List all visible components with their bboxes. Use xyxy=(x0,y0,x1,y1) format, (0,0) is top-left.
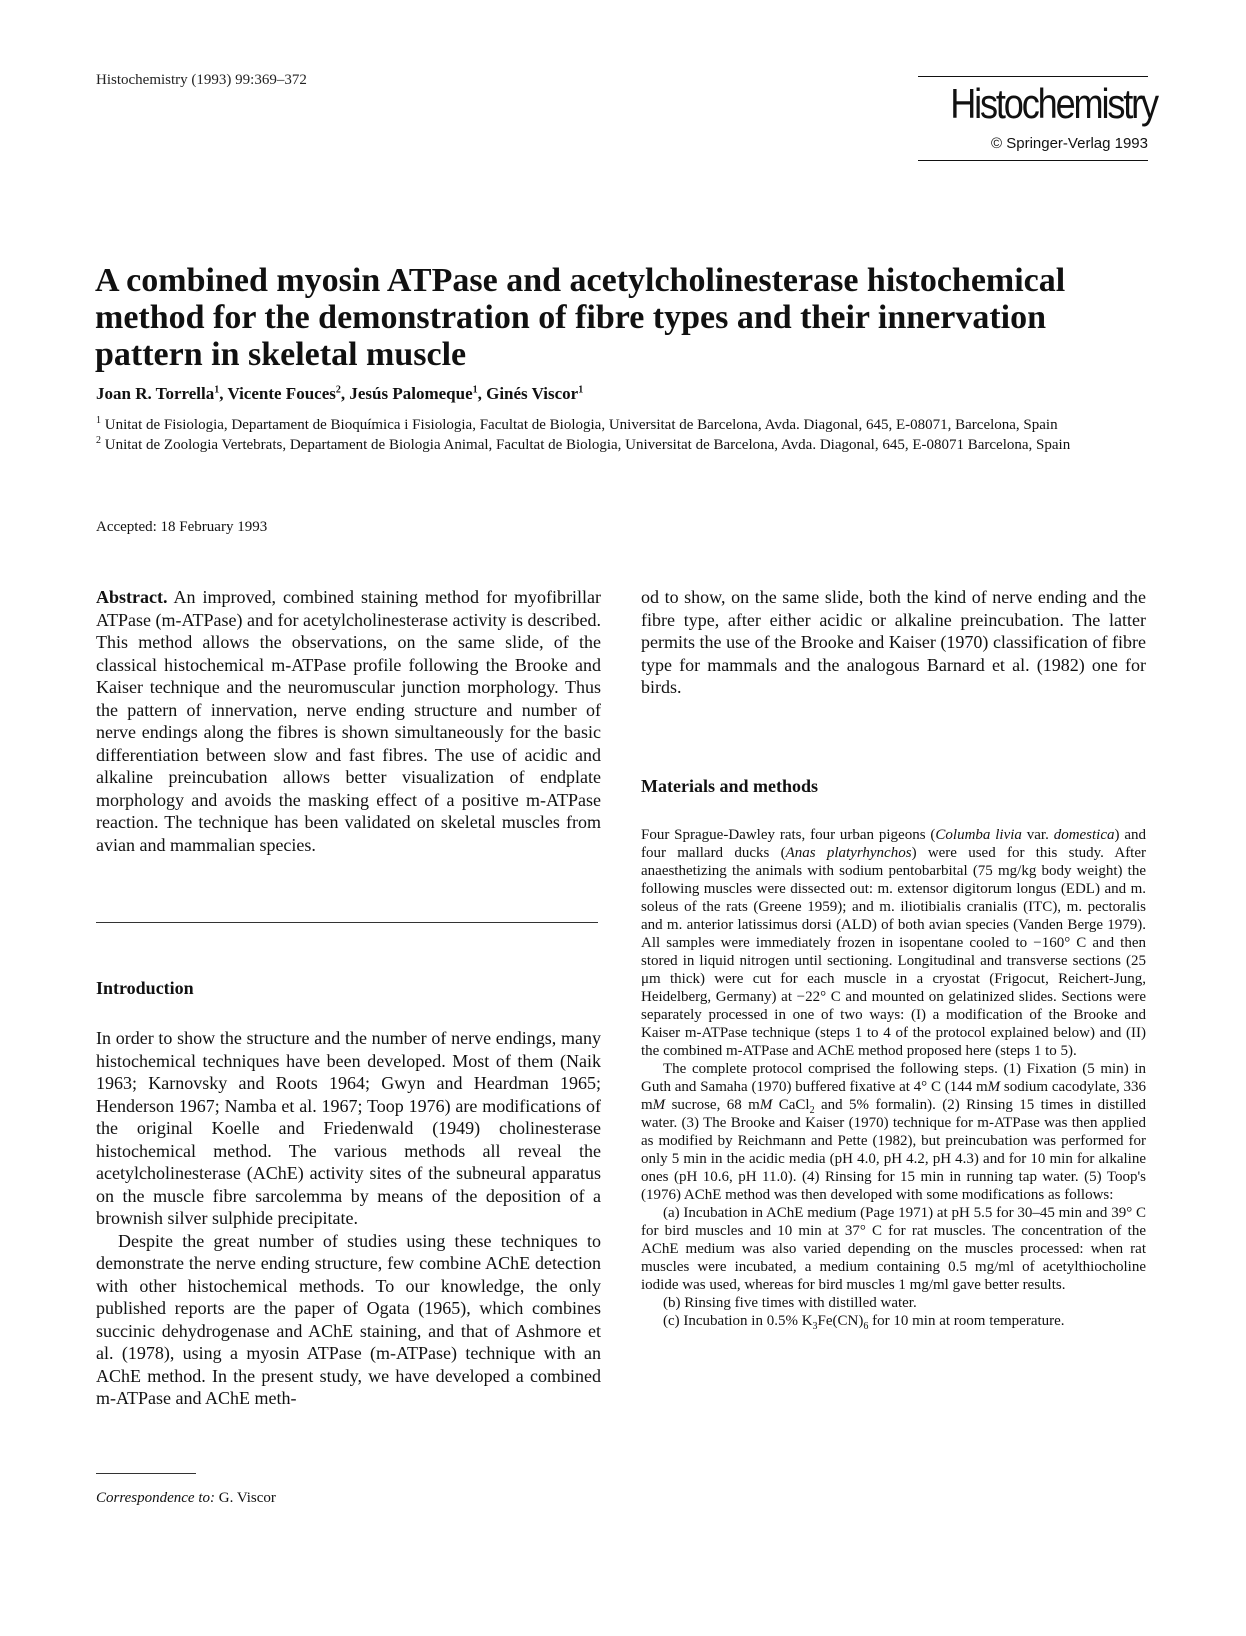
introduction-paragraph-1: In order to show the structure and the number of nerve endings, many histochemical techniques have been developed. Most of them (Naik 1963; Karnovsky and Roots 1964; Gwyn and Heardman 1965; Henderson 1967; Namba et al. 1967; Toop 1976) are modifications of the original Koelle and Friedenwald (1949) cholinesterase histochemical method. The various methods all reveal the acetylcholinesterase (AChE) activity sites of the subneural apparatus on the muscle fibre sarcolemma by means of the deposition of a brownish silver sulphide precipitate. xyxy=(96,1028,601,1228)
introduction-heading: Introduction xyxy=(96,978,194,998)
affiliation-text: Unitat de Zoologia Vertebrats, Departament de Biologia Animal, Facultat de Biologia, Universitat de Barcelona, Avda. Diagonal, 645, E-08071 Barcelona, Spain xyxy=(104,437,1071,453)
species-name: domestica xyxy=(1053,827,1115,843)
author-affiliation-mark: 2 xyxy=(335,384,341,396)
species-name: Columba livia xyxy=(935,827,1022,843)
author-name: Vicente Fouces xyxy=(227,384,336,403)
affiliation-2 xyxy=(96,436,1156,454)
author-name: Joan R. Torrella xyxy=(96,384,215,403)
protocol-step-b: (b) Rinsing five times with distilled water. xyxy=(663,1295,917,1311)
methods-text-run: for 10 min at room temperature. xyxy=(868,1313,1065,1329)
molar-unit: M xyxy=(987,1079,1001,1095)
introduction-paragraph-continued: od to show, on the same slide, both the kind of nerve ending and the fibre type, after either acidic or alkaline preincubation. The latter permits the use of the Brooke and Kaiser (1970) classification of fibre type for mammals and the analogous Barnard et al. (1982) one for birds. xyxy=(641,587,1146,697)
affiliation-text: Unitat de Fisiologia, Departament de Bioquímica i Fisiologia, Facultat de Biologia, Universitat de Barcelona, Avda. Diagonal, 645, E-08071, Barcelona, Spain xyxy=(104,417,1058,433)
methods-text-run: var. xyxy=(1021,827,1054,843)
methods-text-run: ) and four mallard ducks ( xyxy=(641,827,1147,861)
methods-text-run: Fe(CN) xyxy=(817,1313,864,1329)
masthead-rule-top xyxy=(918,76,1148,77)
author-name: Jesús Palomeque xyxy=(349,384,473,403)
protocol-step-c xyxy=(641,1312,1146,1330)
correspondence-label: Correspondence to: xyxy=(96,1490,216,1506)
methods-text-run: CaCl xyxy=(772,1097,810,1113)
methods-paragraph-1 xyxy=(641,826,1146,1060)
author-list xyxy=(96,384,583,404)
publisher-copyright: © Springer-Verlag 1993 xyxy=(991,135,1148,152)
methods-paragraph-2 xyxy=(641,1060,1146,1204)
journal-citation: Histochemistry (1993) 99:369–372 xyxy=(96,72,307,88)
author-affiliation-mark: 1 xyxy=(472,384,478,396)
methods-body xyxy=(641,826,1146,1330)
methods-text-run: sodium cacodylate, 336 m xyxy=(641,1079,1147,1113)
subscript: 6 xyxy=(863,1321,869,1332)
author-separator: , xyxy=(340,384,350,403)
protocol-step-a: (a) Incubation in AChE medium (Page 1971) at pH 5.5 for 30–45 min and 39° C for bird muscles and 10 min at 37° C for rat muscles. The concentration of the AChE medium was also varied depending on the muscles processed: when rat muscles were incubated, a medium containing 0.5 mg/ml of acetylthiocholine iodide was used, whereas for bird muscles 1 mg/ml gave better results. xyxy=(641,1205,1146,1293)
correspondence-footnote xyxy=(96,1490,276,1507)
author-affiliation-mark: 1 xyxy=(214,384,220,396)
journal-name: Histochemistry xyxy=(950,80,1157,127)
species-name: Anas platyrhynchos xyxy=(785,845,912,861)
author-separator: , xyxy=(219,384,228,403)
affiliation-number: 2 xyxy=(96,435,101,446)
author-separator: , xyxy=(477,384,487,403)
correspondence-name: G. Viscor xyxy=(218,1490,276,1506)
methods-text-run: sucrose, 68 m xyxy=(665,1097,760,1113)
journal-masthead xyxy=(918,76,1157,161)
methods-text-run: ) were used for this study. After anaesthetizing the animals with sodium pentobarbital (75 mg/kg body weight) the following muscles were dissected out: m. extensor digitorum longus (EDL) and m. soleus of the rats (Greene 1959); and m. iliotibialis cranialis (ITC), m. pectoralis and m. anterior latissimus dorsi (ALD) of both avian species (Vanden Berge 1979). All samples were immediately frozen in isopentane cooled to −160° C and then stored in liquid nitrogen until sectioning. Longitudinal and transverse sections (25 μm thick) were cut for each muscle in a cryostat (Frigocut, Reichert-Jung, Heidelberg, Germany) at −22° C and mounted on gelatinized slides. Sections were separately processed in one of two ways: (I) a modification of the Brooke and Kaiser m-ATPase technique (steps 1 to 4 of the protocol explained below) and (II) the combined m-ATPase and AChE method proposed here (steps 1 to 5). xyxy=(641,845,1147,1059)
methods-heading: Materials and methods xyxy=(641,776,818,796)
methods-text-run: and 5% formalin). (2) Rinsing 15 times in distilled water. (3) The Brooke and Kaiser (1970) technique for m-ATPase was then applied as modified by Reichmann and Pette (1982), but preincubation was performed for only 5 min in the acidic media (pH 4.0, pH 4.2, pH 4.3) and for 10 min for alkaline ones (pH 10.6, pH 11.0). (4) Rinsing for 15 min in running tap water. (5) Toop's (1976) AChE method was then developed with some modifications as follows: xyxy=(641,1097,1146,1203)
methods-text-run: Four Sprague-Dawley rats, four urban pigeons ( xyxy=(641,827,936,843)
accepted-date: Accepted: 18 February 1993 xyxy=(96,519,268,535)
abstract-label: Abstract. xyxy=(96,587,168,607)
article-title: A combined myosin ATPase and acetylcholinesterase histochemical method for the demonstration of fibre types and their innervation pattern in skeletal muscle xyxy=(95,262,1066,373)
subscript: 2 xyxy=(809,1105,815,1116)
methods-text-run: The complete protocol comprised the following steps. (1) Fixation (5 min) in Guth and Samaha (1970) buffered fixative at 4° C (144 m xyxy=(641,1061,1146,1095)
affiliation-1 xyxy=(96,416,1156,434)
abstract-divider xyxy=(96,922,598,923)
methods-text-run: (c) Incubation in 0.5% K xyxy=(663,1313,813,1329)
footnote-divider xyxy=(96,1473,196,1474)
introduction-body xyxy=(96,1027,601,1410)
author-name: Ginés Viscor xyxy=(486,384,579,403)
molar-unit: M xyxy=(652,1097,666,1113)
author-affiliation-mark: 1 xyxy=(578,384,584,396)
subscript: 3 xyxy=(812,1321,818,1332)
molar-unit: M xyxy=(759,1097,773,1113)
abstract-text: An improved, combined staining method for myofibrillar ATPase (m-ATPase) and for acetylcholinesterase activity is described. This method allows the observations, on the same slide, of the classical histochemical m-ATPase profile following the Brooke and Kaiser technique and the neuromuscular junction morphology. Thus the pattern of innervation, nerve ending structure and number of nerve endings along the fibres is shown simultaneously for the basic differentiation between slow and fast fibres. The use of acidic and alkaline preincubation allows better visualization of endplate morphology and avoids the masking effect of a positive m-ATPase reaction. The technique has been validated on skeletal muscles from avian and mammalian species. xyxy=(96,587,602,855)
masthead-rule-bottom xyxy=(918,160,1148,161)
abstract xyxy=(96,586,601,856)
affiliations xyxy=(96,416,1156,456)
affiliation-number: 1 xyxy=(96,415,101,426)
introduction-paragraph-2: Despite the great number of studies using these techniques to demonstrate the nerve ending structure, few combine AChE detection with other histochemical methods. To our knowledge, the only published reports are the paper of Ogata (1965), which combines succinic dehydrogenase and AChE staining, and that of Ashmore et al. (1978), using a myosin ATPase (m-ATPase) technique with an AChE method. In the present study, we have developed a combined m-ATPase and AChE meth- xyxy=(96,1230,601,1408)
